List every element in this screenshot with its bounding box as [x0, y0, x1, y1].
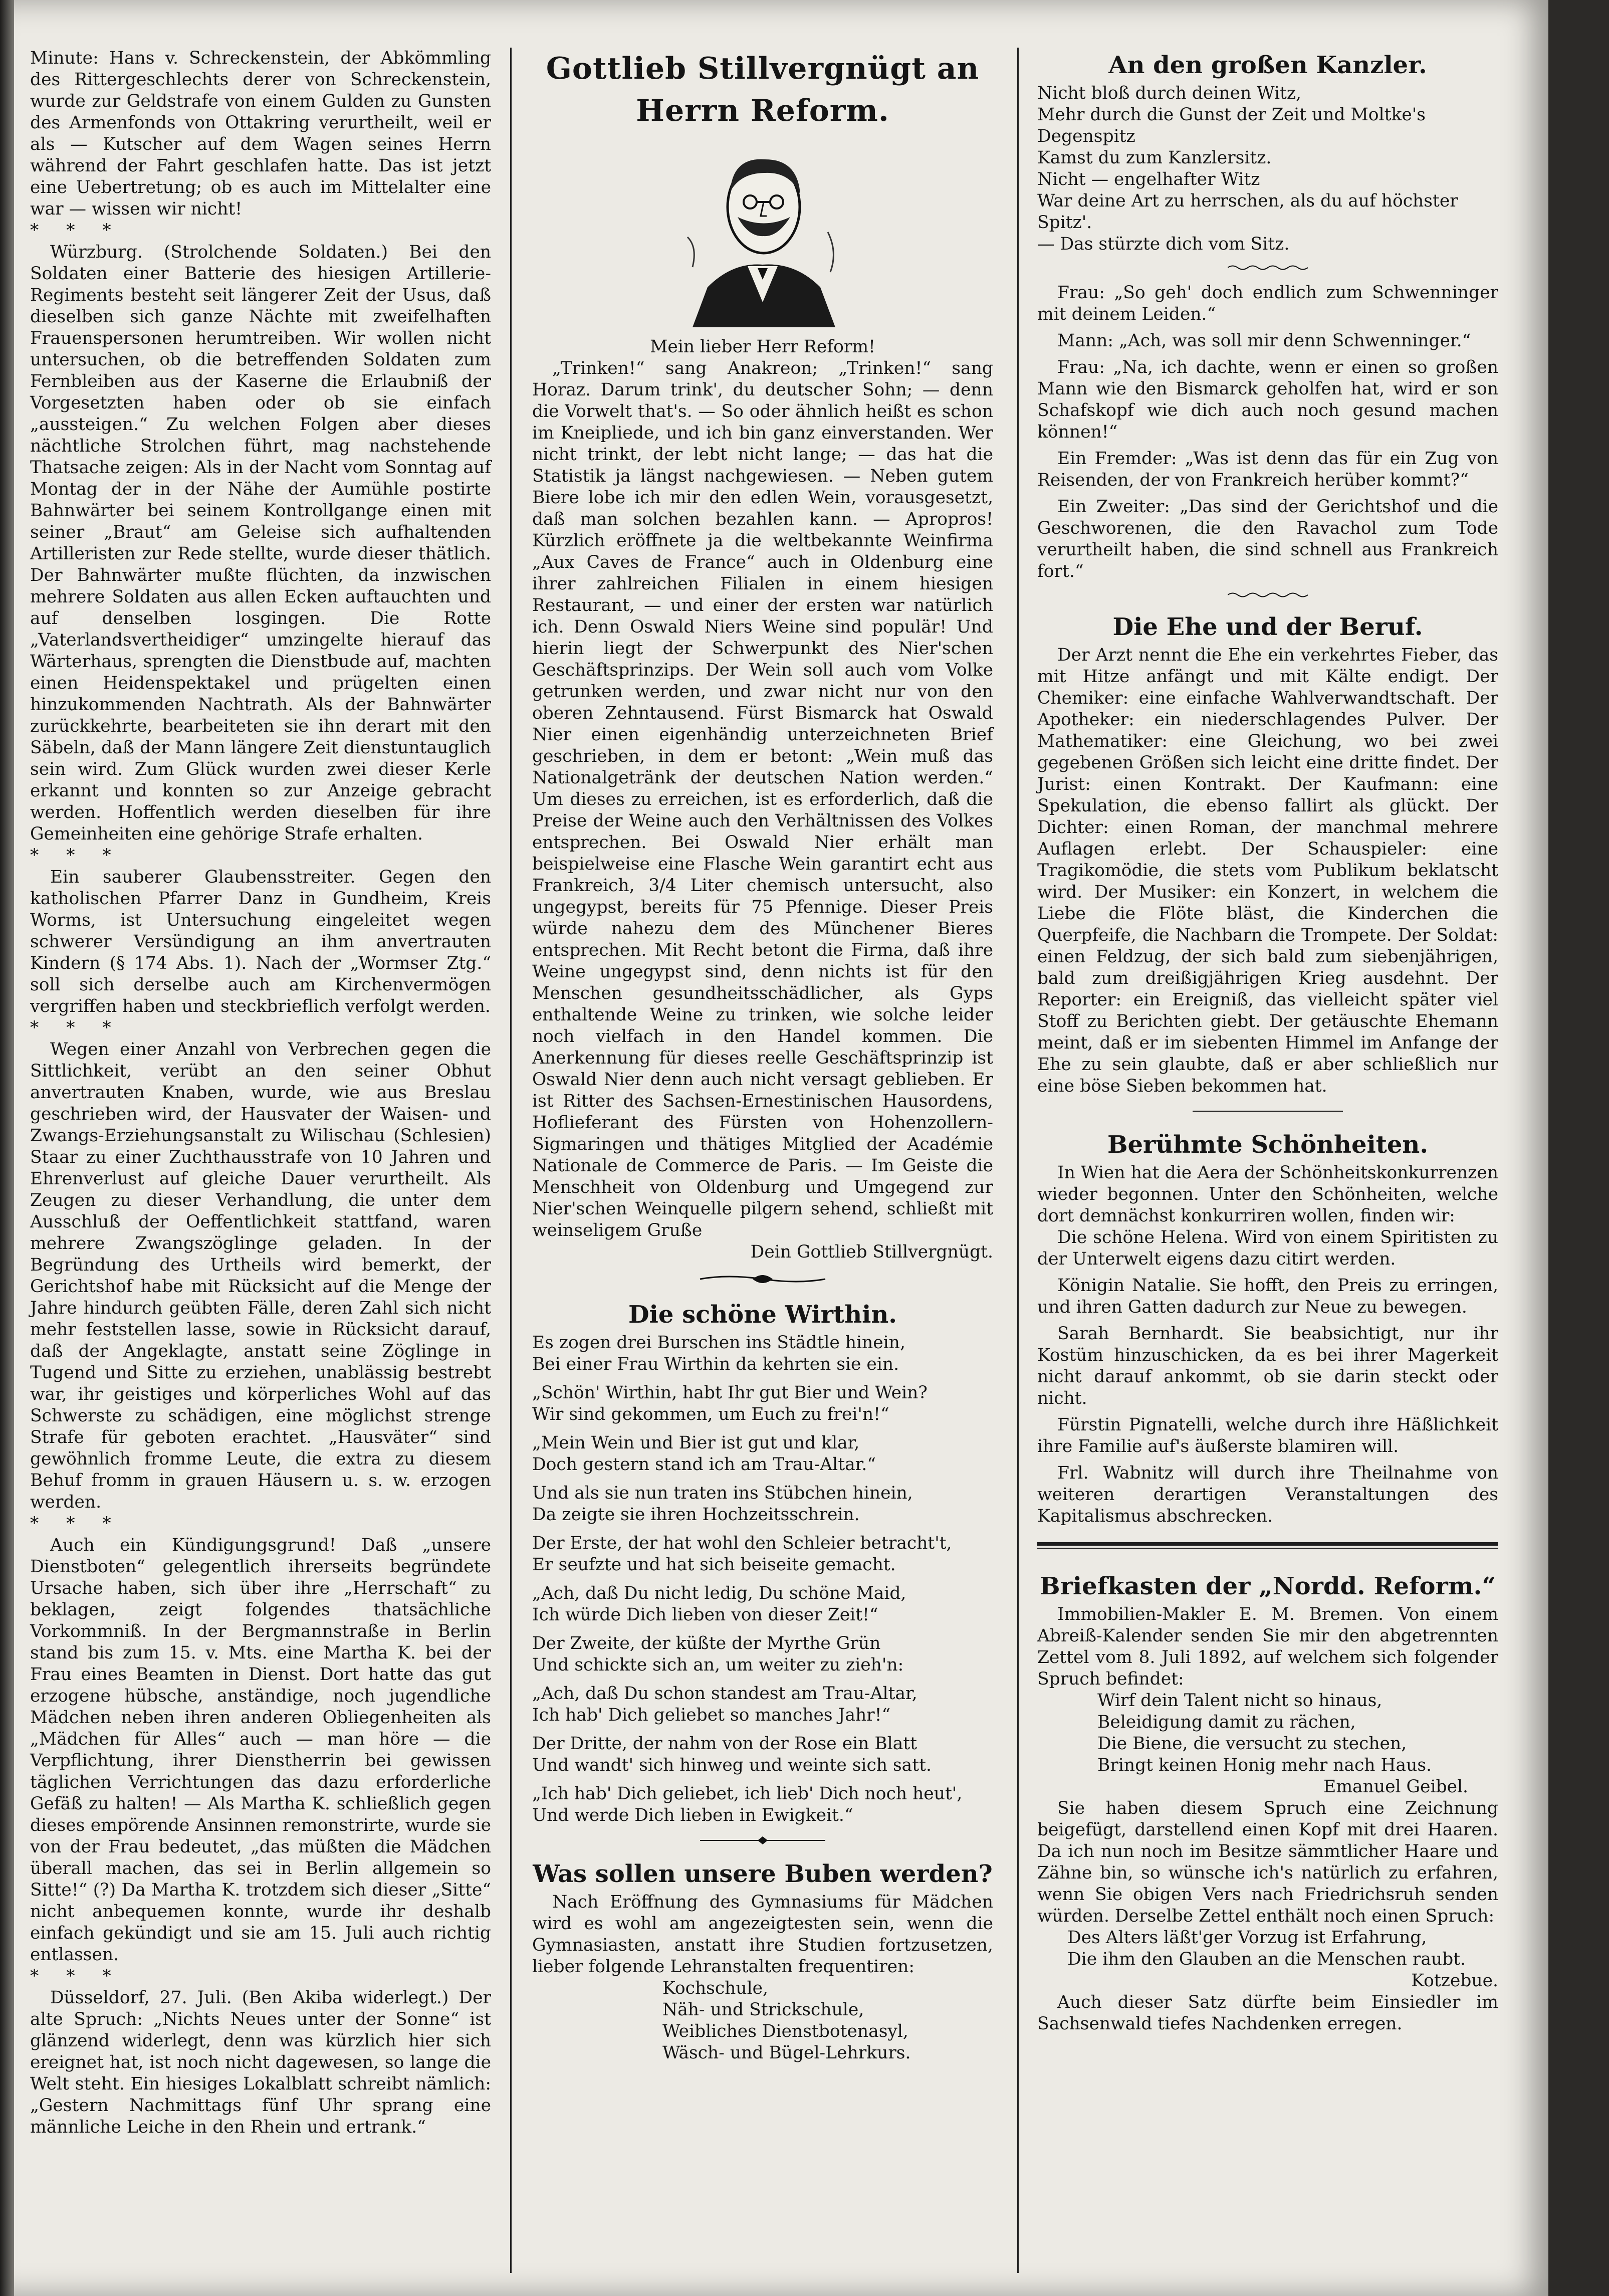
- portrait-illustration: [677, 137, 848, 327]
- letter-salutation: Mein lieber Herr Reform!: [650, 337, 875, 357]
- poem-line: Nicht bloß durch deinen Witz,: [1037, 83, 1302, 103]
- ornament-divider: [1193, 1106, 1343, 1116]
- section-text: In Wien hat die Aera der Schönheitskonkurrenzen wieder begonnen. Unter den Schönheiten, welche dort demnächst konkurriren wollen, finden wir:: [1037, 1163, 1498, 1226]
- section-title: An den großen Kanzler.: [1108, 51, 1427, 79]
- dialogue-line: Ein Fremder: „Was ist denn das für ein Zug von Reisenden, der von Frankreich herüber kommt?“: [1037, 449, 1498, 490]
- separator: * * *: [30, 1514, 122, 1534]
- separator: * * *: [30, 1018, 122, 1038]
- poem-line: Der Erste, der hat wohl den Schleier betracht't,: [532, 1533, 952, 1553]
- verse-author: Emanuel Geibel.: [1323, 1777, 1468, 1797]
- verse-line: Des Alters läßt'ger Vorzug ist Erfahrung,: [1067, 1928, 1427, 1948]
- dialogue-line: Frau: „So geh' doch endlich zum Schwenninger mit deinem Leiden.“: [1037, 283, 1498, 324]
- section-title: Berühmte Schönheiten.: [1107, 1131, 1429, 1159]
- article-paragraph: Würzburg. (Strolchende Soldaten.) Bei den Soldaten einer Batterie des hiesigen Artillerie-Regiments besteht seit längerer Zeit der Usus, daß dieselben sich ganze Nächte mit zweifelhaften Frauenspersonen herumtreiben. Wir wollen nicht untersuchen, ob die betreffenden Soldaten zum Fernbleiben aus der Kaserne die Erlaubniß der Vorgesetzten haben oder ob sie einfach „aussteigen.“ Zu welchen Folgen aber dieses nächtliche Strolchen führt, mag nachstehende Thatsache zeigen: Als in der Nacht vom Sonntag auf Montag der in der Nähe der Aumühle postirte Bahnwärter bei seinem Kontrollgange einen mit seiner „Braut“ am Geleise sich aufhaltenden Artilleristen zur Rede stellte, wurde dieser thätlich. Der Bahnwärter mußte flüchten, da inzwischen mehrere Soldaten aus allen Ecken auftauchten und auf denselben losgingen. Die Rotte „Vaterlandsvertheidiger“ umzingelte hierauf das Wärterhaus, sprengten die Dienstbude auf, machten einen Heidenspektakel und prügelten einen hinzukommenden Nachtrath. Als der Bahnwärter zurückkehrte, bearbeiteten sie ihn derart mit den Säbeln, daß der Mann längere Zeit dienstuntauglich sein wird. Zum Glück wurden zwei dieser Kerle erkannt und konnten so zur Anzeige gebracht werden. Hoffentlich werden dieselben für ihre Gemeinheiten eine gehörige Strafe erhalten.: [30, 242, 491, 844]
- column-rule: [1017, 48, 1019, 2273]
- poem-line: Ich würde Dich lieben von dieser Zeit!“: [532, 1605, 878, 1625]
- section-text: Der Arzt nennt die Ehe ein verkehrtes Fieber, das mit Hitze anfängt und mit Kälte endigt. Der Chemiker: eine einfache Wahlverwandtschaft. Der Apotheker: ein niederschlagendes Pulver. Der Mathematiker: eine Gleichung, wo bei zwei gegebenen Größen sich leicht eine dritte findet. Der Jurist: einen Kontrakt. Der Kaufmann: eine Spekulation, die ebenso fallirt als glückt. Der Dichter: einen Roman, der manchmal mehrere Auflagen erlebt. Der Schauspieler: eine Tragikomödie, die stets vom Publikum beklatscht wird. Der Musiker: ein Konzert, in welchem die Liebe die Flöte bläst, die Kinderchen die Querpfeife, die Nachbarn die Trompete. Der Soldat: einen Feldzug, der sich bald zum siebenjährigen, bald zum dreißigjährigen Krieg ausdehnt. Der Reporter: ein Ereigniß, das vielleicht später viel Stoff zu Berichten giebt. Der getäuschte Ehemann meint, daß er im siebenten Himmel im Anfange der Ehe zu sein glaubte, daß er aber schließlich nur eine böse Sieben bekommen hat.: [1037, 645, 1498, 1096]
- beauty-list: [1037, 1227, 1498, 1527]
- poem-line: Und werde Dich lieben in Ewigkeit.“: [532, 1805, 853, 1825]
- ornament-divider: [1228, 591, 1308, 598]
- middle-column: [532, 48, 993, 2064]
- dialogue-line: Ein Zweiter: „Das sind der Gerichtshof und die Geschworenen, die den Ravachol zum Tode verurtheilt haben, die sind schnell aus Frankreich fort.“: [1037, 497, 1498, 581]
- verse-line: Beleidigung damit zu rächen,: [1097, 1712, 1356, 1732]
- section-title: Briefkasten der „Nordd. Reform.“: [1040, 1572, 1496, 1600]
- poem-line: Und wandt' sich hinweg und weinte sich satt.: [532, 1755, 932, 1775]
- poem-line: Bei einer Frau Wirthin da kehrten sie ein.: [532, 1354, 899, 1374]
- verse-line: Bringt keinen Honig mehr nach Haus.: [1097, 1755, 1432, 1775]
- poem-line: War deine Art zu herrschen, als du auf höchster Spitz'.: [1037, 191, 1458, 233]
- beauty-item: Frl. Wabnitz will durch ihre Theilnahme von weiteren derartigen Veranstaltungen des Kapitalismus abschrecken.: [1037, 1463, 1498, 1526]
- column-rule: [510, 48, 512, 2273]
- poem-line: „Schön' Wirthin, habt Ihr gut Bier und Wein?: [532, 1383, 928, 1403]
- poem-line: „Mein Wein und Bier ist gut und klar,: [532, 1433, 860, 1453]
- poem-line: Und als sie nun traten ins Stübchen hinein,: [532, 1483, 913, 1503]
- beauty-item: Die schöne Helena. Wird von einem Spiritisten zu der Unterwelt eigens dazu citirt werden.: [1037, 1227, 1498, 1269]
- verse-block: [1037, 1690, 1498, 1776]
- dialogues: [1037, 282, 1498, 582]
- verse-author: Kotzebue.: [1411, 1971, 1498, 1991]
- poem-line: Da zeigte sie ihren Hochzeitsschrein.: [532, 1505, 860, 1525]
- article-paragraph: Wegen einer Anzahl von Verbrechen gegen die Sittlichkeit, verübt an den seiner Obhut anvertrauten Knaben, wurde, wie aus Breslau geschrieben wird, der Hausvater der Waisen- und Zwangs-Erziehungsanstalt zu Wilischau (Schlesien) Staar zu einer Zuchthausstrafe von 10 Jahren und Ehrenverlust auf gleiche Dauer verurtheilt. Als Zeugen zu dieser Verhandlung, die unter dem Ausschluß der Oeffentlichkeit stattfand, waren mehrere Zwangszöglinge geladen. In der Begründung des Urtheils wird bemerkt, der Gerichtshof habe mit Rücksicht auf die Menge der Jahre hindurch geübten Fälle, deren Zahl sich nicht mehr feststellen lasse, sowie in Rücksicht darauf, daß der Angeklagte, anstatt seine Zöglinge in Tugend und Sitte zu erziehen, unablässig bestrebt war, ihr geistiges und körperliches Wohl auf das Schwerste zu schädigen, eine möglichst strenge Strafe für geboten erachtet. „Hausväter“ sind gewöhnlich fromme Leute, die extra zu diesem Behuf fromm in grauen Häusern u. s. w. erzogen werden.: [30, 1039, 491, 1512]
- section-title: Was sollen unsere Buben werden?: [533, 1860, 993, 1888]
- dialogue-line: Frau: „Na, ich dachte, wenn er einen so großen Mann wie den Bismarck geholfen hat, wird er son Schafskopf wie dich auch noch gesund machen können!“: [1037, 357, 1498, 442]
- school-item: Wäsch- und Bügel-Lehrkurs.: [662, 2043, 911, 2063]
- poem-line: Er seufzte und hat sich beiseite gemacht.: [532, 1555, 896, 1575]
- ornament-divider: [1228, 264, 1308, 271]
- poem-line: „Ach, daß Du schon standest am Trau-Altar,: [532, 1684, 917, 1704]
- poem-line: Nicht — engelhafter Witz: [1037, 169, 1260, 189]
- separator: * * *: [30, 221, 122, 241]
- left-column: [30, 48, 491, 2138]
- school-item: Kochschule,: [662, 1978, 769, 1998]
- letter-headline: Gottlieb Stillvergnügt an Herrn Reform.: [546, 51, 980, 128]
- article-paragraph: Düsseldorf, 27. Juli. (Ben Akiba widerlegt.) Der alte Spruch: „Nichts Neues unter der Sonne“ ist glänzend widerlegt, denn was kürzlich hier sich ereignet hat, ist noch nicht dagewesen, so lange die Welt steht. Ein hiesiges Lokalblatt schreibt nämlich: „Gestern Nachmittags fünf Uhr sprang eine männliche Leiche in den Rhein und ertrank.“: [30, 1988, 491, 2137]
- poem-line: Der Dritte, der nahm von der Rose ein Blatt: [532, 1734, 917, 1754]
- verse-line: Die Biene, die versucht zu stechen,: [1097, 1734, 1407, 1754]
- separator: * * *: [30, 1966, 122, 1986]
- beauty-item: Königin Natalie. Sie hofft, den Preis zu erringen, und ihren Gatten dadurch zur Neue zu bewegen.: [1037, 1276, 1498, 1317]
- page-binding-edge: [0, 0, 14, 2296]
- separator: * * *: [30, 846, 122, 866]
- heavy-rule: [1037, 1542, 1498, 1546]
- poem-line: Mehr durch die Gunst der Zeit und Moltke's Degenspitz: [1037, 105, 1426, 146]
- poem-line: Es zogen drei Burschen ins Städtle hinein,: [532, 1333, 905, 1353]
- article-paragraph: Auch ein Kündigungsgrund! Daß „unsere Dienstboten“ gelegentlich ihrerseits begründete Ursache haben, sich über ihre „Herrschaft“ zu beklagen, zeigt folgendes thatsächliche Vorkommniß. In der Bergmannstraße in Berlin stand bis zum 15. v. Mts. eine Martha K. bei der Frau eines Beamten in Dienst. Dort hatte das gut erzogene hübsche, anständige, noch jugendliche Mädchen neben ihren anderen Obliegenheiten als „Mädchen für Alles“ auch — man höre — die Verpflichtung, ihrer Dienstherrin bei gewissen täglichen Verrichtungen das dazu erforderliche Gefäß zu halten! — Als Martha K. schließlich gegen dieses empörende Ansinnen remonstrirte, wurde sie von der Frau bedeutet, „das müßten die Mädchen überall machen, das sei in Berlin allgemein so Sitte!“ (?) Da Martha K. trotzdem sich dieser „Sitte“ nicht anbequemen konnte, wurde ihr deshalb einfach gekündigt und sie am 15. Juli auch richtig entlassen.: [30, 1535, 491, 1965]
- beauty-item: Sarah Bernhardt. Sie beabsichtigt, nur ihr Kostüm hinzuschicken, da es bei ihrer Magerkeit nicht darauf ankommt, ob sie darin steckt oder nicht.: [1037, 1324, 1498, 1408]
- school-item: Näh- und Strickschule,: [662, 2000, 864, 2020]
- poem-block: [532, 1332, 993, 1826]
- right-column: [1037, 48, 1498, 2035]
- dialogue-line: Mann: „Ach, was soll mir denn Schwenninger.“: [1057, 331, 1471, 351]
- beauty-item: Fürstin Pignatelli, welche durch ihre Häßlichkeit ihre Familie auf's äußerste blamiren will.: [1037, 1415, 1498, 1456]
- poem-line: — Das stürzte dich vom Sitz.: [1037, 234, 1290, 254]
- section-text: Sie haben diesem Spruch eine Zeichnung beigefügt, darstellend einen Kopf mit drei Haaren. Da ich nun noch im Besitze sämmtlicher Haare und Zähne bin, so wünsche ich's natürlich zu erfahren, wenn Sie obigen Vers nach Friedrichsruh senden würden. Derselbe Zettel enthält noch einen Spruch:: [1037, 1798, 1498, 1926]
- poem-line: Wir sind gekommen, um Euch zu frei'n!“: [532, 1404, 889, 1424]
- verse-line: Wirf dein Talent nicht so hinaus,: [1097, 1691, 1383, 1711]
- letter-body: „Trinken!“ sang Anakreon; „Trinken!“ sang Horaz. Darum trink', du deutscher Sohn; — denn die Vorwelt that's. — So oder ähnlich heißt es schon im Kneipliede, und ich bin ganz einverstanden. Wer nicht trinkt, der lebt nicht lange; — das hat die Statistik ja längst nachgewiesen. — Neben gutem Biere lobe ich mir den edlen Wein, vorausgesetzt, daß man solchen bezahlen kann. — Apropros! Kürzlich eröffnete ja die weltbekannte Weinfirma „Aux Caves de France“ auch in Oldenburg eine ihrer zahlreichen Filialen in einem hiesigen Restaurant, — und einer der ersten war natürlich ich. Denn Oswald Niers Weine sind populär! Und hierin liegt der Schwerpunkt des Nier'schen Geschäftsprinzips. Der Wein soll auch vom Volke getrunken werden, und zwar nicht nur von den oberen Zehntausend. Fürst Bismarck hat Oswald Nier einen eigenhändig unterzeichneten Brief geschrieben, in dem er betont: „Wein muß das Nationalgetränk der deutschen Nation werden.“ Um dieses zu erreichen, ist es erforderlich, daß die Preise der Weine auch den Verhältnissen des Volkes entsprechen. Bei Oswald Nier erhält man beispielweise eine Flasche Wein garantirt echt aus Frankreich, 3/4 Liter chemisch untersucht, also ungegypst, bereits für 75 Pfennige. Dieser Preis würde nahezu dem des Münchener Bieres entsprechen. Mit Recht betont die Firma, daß ihre Weine ungegypst sind, denn nichts ist für den Menschen gesundheitsschädlicher, als Gyps enthaltende Weine zu trinken, wie solche leider noch vielfach in den Handel kommen. Die Anerkennung für dieses reelle Geschäftsprinzip ist Oswald Nier denn auch nicht versagt geblieben. Er ist Ritter des Sachsen-Ernestinischen Hausordens, Hoflieferant des Fürsten von Hohenzollern-Sigmaringen und thätiges Mitglied der Académie Nationale de Commerce de Paris. — Im Geiste die Menschheit von Oldenburg und Umgegend zur Nier'schen Weinquelle pilgern sehend, schließt mit weinseligem Gruße: [532, 358, 993, 1240]
- school-item: Weibliches Dienstbotenasyl,: [662, 2021, 908, 2041]
- poem-line: Und schickte sich an, um weiter zu zieh'n:: [532, 1655, 904, 1675]
- kanzler-poem: [1037, 83, 1498, 255]
- poem-title: Die schöne Wirthin.: [628, 1301, 897, 1329]
- section-title: Die Ehe und der Beruf.: [1112, 613, 1423, 641]
- verse-block: [1037, 1927, 1498, 1970]
- poem-line: „Ach, daß Du nicht ledig, Du schöne Maid,: [532, 1583, 906, 1603]
- letter-signature: Dein Gottlieb Stillvergnügt.: [750, 1242, 993, 1262]
- ornament-divider: [698, 1272, 828, 1286]
- section-text: Nach Eröffnung des Gymnasiums für Mädchen wird es wohl am angezeigtesten sein, wenn die Gymnasiasten, anstatt ihre Studien fortzusetzen, lieber folgende Lehranstalten frequentiren:: [532, 1892, 993, 1977]
- section-text: Auch dieser Satz dürfte beim Einsiedler im Sachsenwald tiefes Nachdenken erregen.: [1037, 1992, 1498, 2034]
- verse-line: Die ihm den Glauben an die Menschen raubt.: [1067, 1949, 1466, 1969]
- school-list: [532, 1978, 993, 2064]
- section-text: Immobilien-Makler E. M. Bremen. Von einem Abreiß-Kalender senden Sie mir den abgetrennten Zettel vom 8. Juli 1892, auf welchem sich folgender Spruch befindet:: [1037, 1604, 1498, 1689]
- poem-line: Kamst du zum Kanzlersitz.: [1037, 148, 1272, 168]
- thin-rule: [1037, 1548, 1498, 1549]
- article-paragraph: Ein sauberer Glaubensstreiter. Gegen den katholischen Pfarrer Danz in Gundheim, Kreis Worms, ist Untersuchung eingeleitet wegen schwerer Versündigung an ihm anvertrauten Kindern (§ 174 Abs. 1). Nach der „Wormser Ztg.“ soll sich derselbe auch am Kirchenvermögen vergriffen haben und steckbrieflich verfolgt werden.: [30, 867, 491, 1016]
- poem-line: „Ich hab' Dich geliebet, ich lieb' Dich noch heut',: [532, 1784, 963, 1804]
- poem-line: Der Zweite, der küßte der Myrthe Grün: [532, 1633, 881, 1653]
- article-paragraph: Minute: Hans v. Schreckenstein, der Abkömmling des Rittergeschlechts derer von Schreckenstein, wurde zur Geldstrafe von einem Gulden zu Gunsten des Armenfonds von Ottakring verurtheilt, weil er als — Kutscher auf dem Wagen seines Herrn während der Fahrt geschlafen hatte. Das ist jetzt eine Uebertretung; ob es auch im Mittelalter eine war — wissen wir nicht!: [30, 48, 491, 219]
- ornament-divider: [698, 1835, 828, 1845]
- poem-line: Ich hab' Dich geliebet so manches Jahr!“: [532, 1705, 891, 1725]
- poem-line: Doch gestern stand ich am Trau-Altar.“: [532, 1454, 876, 1475]
